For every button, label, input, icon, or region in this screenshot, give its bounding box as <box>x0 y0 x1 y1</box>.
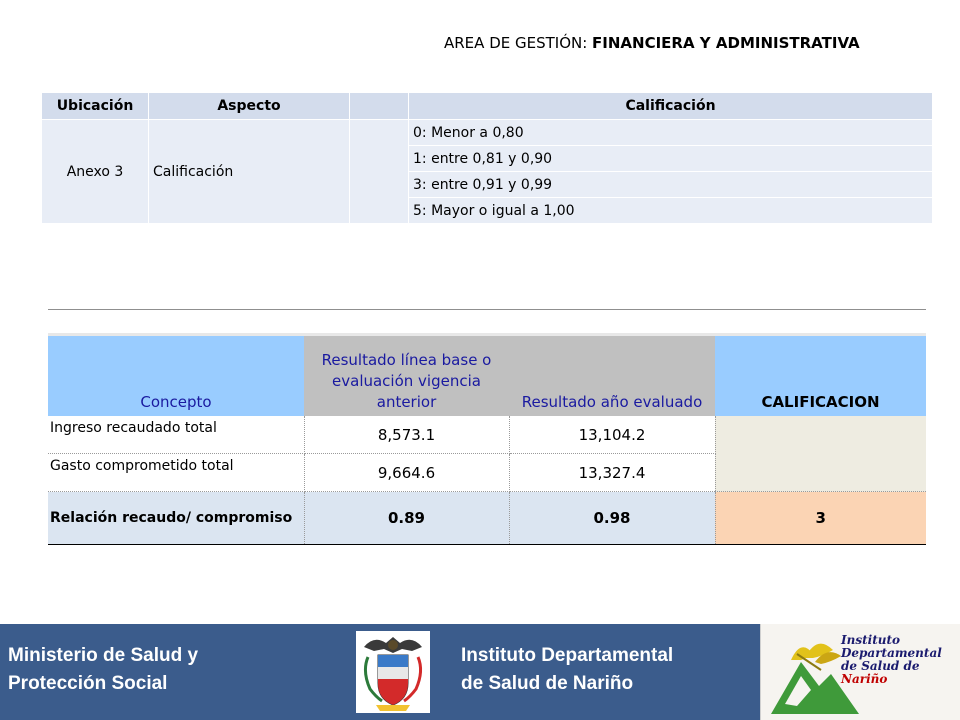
institute-logo-icon <box>760 624 960 720</box>
row-base: 8,573.1 <box>304 416 509 454</box>
summary-concepto: Relación recaudo/ compromiso <box>48 492 304 545</box>
aspecto-cell: Calificación <box>149 119 350 223</box>
summary-year: 0.98 <box>509 492 715 545</box>
logo-line-3b: Nariño <box>841 672 888 686</box>
col-ubicacion: Ubicación <box>42 93 149 119</box>
criteria-header-row <box>42 93 933 119</box>
row-concepto: Ingreso recaudado total <box>48 416 304 454</box>
logo-line-1: Instituto <box>841 633 901 647</box>
summary-base: 0.89 <box>304 492 509 545</box>
header-year: Resultado año evaluado <box>509 336 715 416</box>
logo-line-3a: de Salud de <box>841 659 920 673</box>
header-concepto: Concepto <box>48 336 304 416</box>
row-year: 13,104.2 <box>509 416 715 454</box>
criterion-5: 5: Mayor o igual a 1,00 <box>409 197 933 223</box>
results-table <box>48 336 926 545</box>
col-calificacion: Calificación <box>409 93 933 119</box>
logo-line-2: Departamental <box>841 646 942 660</box>
area-heading-prefix: AREA DE GESTIÓN: <box>444 34 593 52</box>
header-base: Resultado línea base o evaluación vigencia anterior <box>304 336 509 416</box>
ubicacion-cell: Anexo 3 <box>42 119 149 223</box>
criterion-0: 0: Menor a 0,80 <box>409 119 933 145</box>
coat-of-arms-icon <box>356 631 430 713</box>
results-header-row <box>48 336 926 416</box>
institute-name <box>461 642 673 698</box>
ministry-line-2: Protección Social <box>8 673 168 694</box>
ministry-line-1: Ministerio de Salud y <box>8 645 199 666</box>
col-aspecto: Aspecto <box>149 93 350 119</box>
row-year: 13,327.4 <box>509 454 715 492</box>
institute-line-2: de Salud de Nariño <box>461 673 634 694</box>
ministry-name <box>8 642 198 698</box>
criteria-table <box>42 93 933 223</box>
area-heading <box>444 34 860 52</box>
divider <box>48 309 926 310</box>
header-calificacion: CALIFICACION <box>715 336 926 416</box>
criterion-1: 1: entre 0,81 y 0,90 <box>409 145 933 171</box>
empty-cell <box>350 119 409 223</box>
row-concepto: Gasto comprometido total <box>48 454 304 492</box>
row-score-empty <box>715 416 926 492</box>
criterion-3: 3: entre 0,91 y 0,99 <box>409 171 933 197</box>
summary-row <box>48 492 926 545</box>
row-base: 9,664.6 <box>304 454 509 492</box>
col-empty <box>350 93 409 119</box>
table-row <box>48 416 926 454</box>
criteria-row <box>42 119 933 145</box>
area-heading-value: FINANCIERA Y ADMINISTRATIVA <box>592 34 860 52</box>
summary-score: 3 <box>715 492 926 545</box>
footer-bar <box>0 624 960 720</box>
institute-line-1: Instituto Departamental <box>461 645 674 666</box>
logo-line-3 <box>841 660 960 686</box>
logo-text <box>841 634 960 686</box>
